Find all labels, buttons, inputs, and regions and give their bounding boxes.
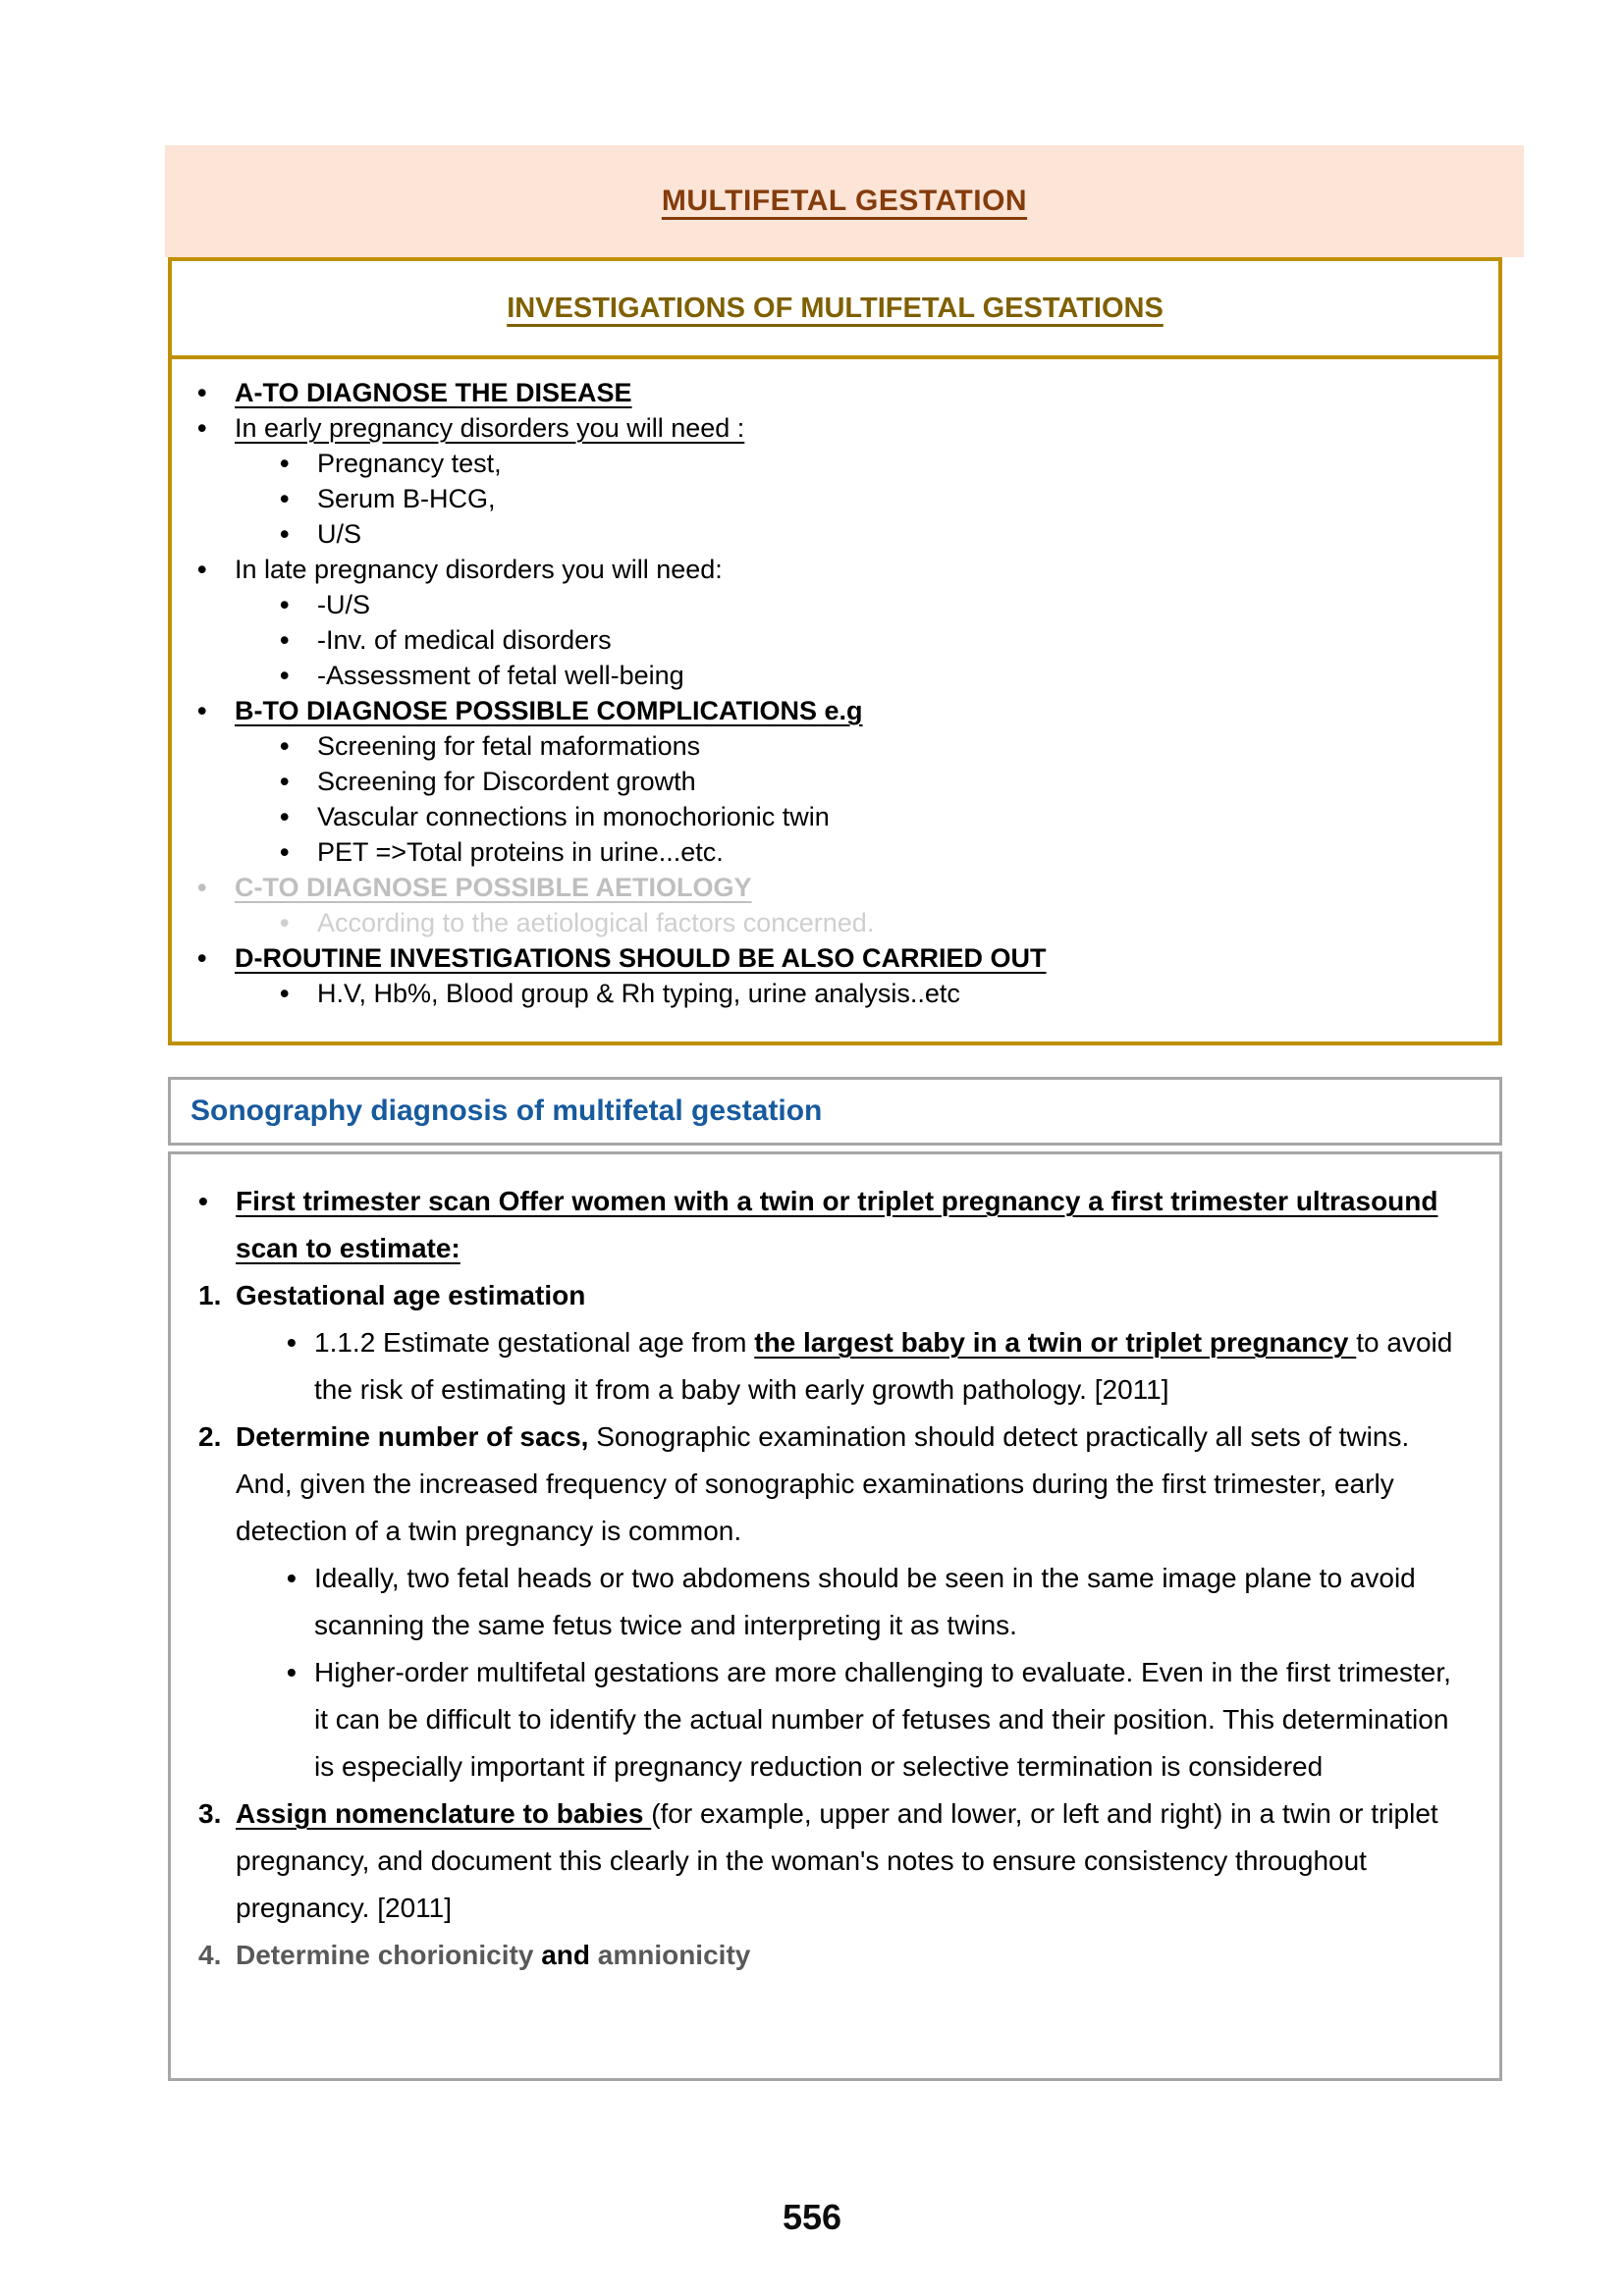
bullet-icon: • — [197, 555, 207, 584]
bullet-icon: • — [287, 1657, 297, 1687]
investigations-item-text: Screening for Discordent growth — [317, 767, 696, 796]
investigations-item — [172, 622, 1475, 658]
text-run: to avoid the risk of estimating it from a baby with early growth pathology. [2011] — [314, 1327, 1453, 1405]
text-run: (for example, upper and lower, or left and right) in a twin or triplet pregnancy, and document this clearly in the woman's notes to ensure consistency throughout pregnancy. [2011] — [236, 1798, 1438, 1923]
investigations-item-text: Serum B-HCG, — [317, 484, 496, 513]
investigations-item — [172, 375, 1475, 410]
sonography-content-box — [168, 1151, 1502, 2081]
list-number: 4. — [198, 1940, 222, 1970]
sonography-item — [171, 1790, 1458, 1932]
bullet-icon: • — [280, 519, 290, 549]
text-run: Assign nomenclature to babies — [236, 1798, 652, 1829]
text-run: and — [541, 1940, 590, 1970]
investigations-item — [172, 940, 1475, 976]
investigations-item-text: A-TO DIAGNOSE THE DISEASE — [235, 378, 632, 407]
investigations-item-text: PET =>Total proteins in urine...etc. — [317, 837, 724, 867]
sonography-item — [171, 1649, 1458, 1790]
investigations-item-text: -Assessment of fetal well-being — [317, 661, 684, 690]
bullet-icon: • — [280, 908, 290, 937]
sonography-header-box — [168, 1077, 1502, 1146]
text-run: Higher-order multifetal gestations are more challenging to evaluate. Even in the first trimester, it can be difficult to identify the actual number of fetuses and their position. This determination is especially important if pregnancy reduction or selective termination is considered — [314, 1657, 1451, 1782]
bullet-icon: • — [280, 590, 290, 619]
text-run: the largest baby in a twin or triplet pregnancy — [754, 1327, 1357, 1358]
text-run: amnionicity — [589, 1940, 751, 1970]
investigations-item — [172, 799, 1475, 834]
list-number: 2. — [198, 1421, 222, 1452]
page-number: 556 — [782, 2197, 842, 2237]
investigations-item-text: According to the aetiological factors concerned. — [317, 908, 875, 937]
investigations-item-text: D-ROUTINE INVESTIGATIONS SHOULD BE ALSO CARRIED OUT — [235, 943, 1047, 973]
investigations-item — [172, 552, 1475, 587]
investigations-box — [168, 257, 1502, 1045]
investigations-item-text: H.V, Hb%, Blood group & Rh typing, urine analysis..etc — [317, 979, 960, 1008]
bullet-icon: • — [280, 449, 290, 478]
text-run: 1.1.2 Estimate gestational age from — [314, 1327, 755, 1358]
investigations-item — [172, 446, 1475, 481]
bullet-icon: • — [280, 731, 290, 761]
investigations-item-text: Screening for fetal maformations — [317, 731, 701, 761]
investigations-item — [172, 587, 1475, 622]
bullet-icon: • — [280, 484, 290, 513]
text-run: Determine chorionicity — [236, 1940, 542, 1970]
investigations-item-text: In late pregnancy disorders you will need: — [235, 555, 723, 584]
sonography-item — [171, 1272, 1458, 1319]
bullet-icon: • — [280, 802, 290, 831]
text-run: First trimester scan Offer women with a twin or triplet pregnancy a first trimester ultrasound scan to estimate: — [236, 1186, 1438, 1263]
investigations-item-text: -U/S — [317, 590, 370, 619]
bullet-icon: • — [197, 378, 207, 407]
investigations-header — [172, 261, 1498, 359]
investigations-item — [172, 693, 1475, 728]
investigations-item — [172, 658, 1475, 693]
investigations-item-text: C-TO DIAGNOSE POSSIBLE AETIOLOGY — [235, 873, 752, 902]
investigations-item — [172, 516, 1475, 552]
investigations-item-text: Vascular connections in monochorionic twin — [317, 802, 830, 831]
bullet-icon: • — [287, 1563, 297, 1593]
investigations-item — [172, 976, 1475, 1011]
title-banner — [165, 145, 1524, 257]
investigations-item-text: In early pregnancy disorders you will need : — [235, 413, 745, 443]
sonography-item — [171, 1319, 1458, 1414]
investigations-item — [172, 410, 1475, 446]
bullet-icon: • — [280, 837, 290, 867]
investigations-item — [172, 481, 1475, 516]
text-run: Determine number of sacs, — [236, 1421, 589, 1452]
investigations-item-text: -Inv. of medical disorders — [317, 625, 612, 655]
bullet-icon: • — [280, 767, 290, 796]
sonography-item — [171, 1932, 1458, 1979]
investigations-item-text: Pregnancy test, — [317, 449, 502, 478]
text-run: Gestational age estimation — [236, 1280, 586, 1310]
bullet-icon: • — [280, 979, 290, 1008]
sonography-item — [171, 1414, 1458, 1555]
investigations-list — [172, 359, 1498, 1011]
bullet-icon: • — [198, 1186, 208, 1216]
text-run: Ideally, two fetal heads or two abdomens should be seen in the same image plane to avoid scanning the same fetus twice and interpreting it as twins. — [314, 1563, 1416, 1640]
text-run: Sonographic examination should detect practically all sets of twins. And, given the increased frequency of sonographic examinations during the first trimester, early detection of a twin pregnancy is common. — [236, 1421, 1410, 1546]
bullet-icon: • — [197, 696, 207, 725]
bullet-icon: • — [280, 661, 290, 690]
list-number: 1. — [198, 1280, 222, 1310]
investigations-header-text: INVESTIGATIONS OF MULTIFETAL GESTATIONS — [507, 292, 1164, 324]
investigations-item — [172, 905, 1475, 940]
investigations-item — [172, 764, 1475, 799]
investigations-item — [172, 834, 1475, 870]
bullet-icon: • — [287, 1327, 297, 1358]
investigations-item-text: B-TO DIAGNOSE POSSIBLE COMPLICATIONS e.g — [235, 696, 863, 725]
investigations-item — [172, 728, 1475, 764]
investigations-item — [172, 870, 1475, 905]
bullet-icon: • — [197, 413, 207, 443]
bullet-icon: • — [280, 625, 290, 655]
bullet-icon: • — [197, 873, 207, 902]
list-number: 3. — [198, 1798, 222, 1829]
sonography-item — [171, 1555, 1458, 1649]
investigations-item-text: U/S — [317, 519, 362, 549]
document-title: MULTIFETAL GESTATION — [661, 185, 1028, 217]
sonography-item — [171, 1178, 1458, 1272]
sonography-header-text: Sonography diagnosis of multifetal gestation — [190, 1095, 823, 1127]
bullet-icon: • — [197, 943, 207, 973]
